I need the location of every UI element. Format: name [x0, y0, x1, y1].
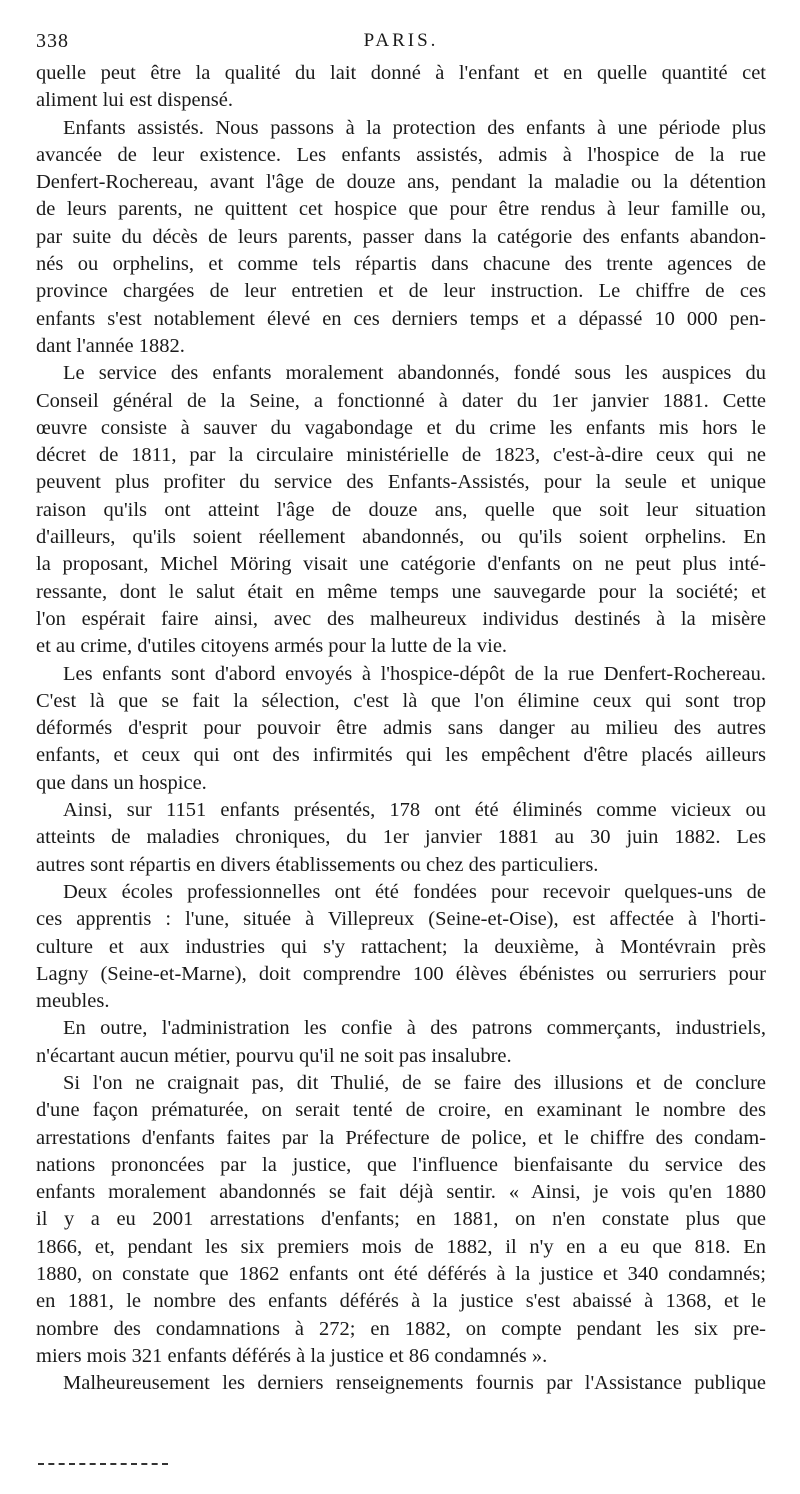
text-line: avancée de leur existence. Les enfants assistés, admis à l'hospice de la rue: [36, 143, 766, 166]
text-line: Deux écoles professionnelles ont été fondées pour recevoir quelques-uns de: [63, 880, 766, 903]
page-header: [36, 30, 766, 56]
text-line: Si l'on ne craignait pas, dit Thulié, de se faire des illusions et de conclure: [63, 1071, 766, 1094]
text-line: enfants, et ceux qui ont des infirmités qui les empêchent d'être placés ailleurs: [36, 744, 766, 767]
text-line: meubles.: [36, 990, 110, 1013]
footer-rule: [38, 1463, 168, 1465]
text-line: atteints de maladies chroniques, du 1er janvier 1881 au 30 juin 1882. Les: [36, 826, 766, 849]
text-line: d'une façon prématurée, on serait tenté de croire, en examinant le nombre des: [36, 1099, 766, 1122]
text-line: nombre des condamnations à 272; en 1882, on compte pendant les six pre-: [36, 1317, 766, 1340]
text-line: de leurs parents, ne quittent cet hospice que pour être rendus à leur famille ou,: [36, 198, 766, 221]
text-line: enfants s'est notablement élevé en ces derniers temps et a dépassé 10 000 pen-: [36, 307, 766, 330]
text-line: culture et aux industries qui s'y rattachent; la deuxième, à Montévrain près: [36, 935, 766, 958]
text-line: nés ou orphelins, et comme tels répartis dans chacune des trente agences de: [36, 253, 766, 276]
running-title: PARIS.: [363, 30, 439, 51]
text-line: d'ailleurs, qu'ils soient réellement abandonnés, ou qu'ils soient orphelins. En: [36, 526, 766, 549]
text-line: déformés d'esprit pour pouvoir être admis sans danger au milieu des autres: [36, 717, 766, 740]
text-line: n'écartant aucun métier, pourvu qu'il ne soit pas insalubre.: [36, 1044, 512, 1067]
text-line: province chargées de leur entretien et de leur instruction. Le chiffre de ces: [36, 280, 766, 303]
text-line: décret de 1811, par la circulaire ministérielle de 1823, c'est-à-dire ceux qui ne: [36, 444, 766, 467]
text-line: miers mois 321 enfants déférés à la justice et 86 condamnés ».: [36, 1344, 548, 1367]
text-line: aliment lui est dispensé.: [36, 89, 233, 112]
text-line: En outre, l'administration les confie à des patrons commerçants, industriels,: [63, 1017, 766, 1040]
text-line: ces apprentis : l'une, située à Villepreux (Seine-et-Oise), est affectée à l'horti-: [36, 908, 766, 931]
text-line: Conseil général de la Seine, a fonctionné à dater du 1er janvier 1881. Cette: [36, 389, 766, 412]
text-line: dant l'année 1882.: [36, 334, 185, 357]
text-line: il y a eu 2001 arrestations d'enfants; en 1881, on n'en constate plus que: [36, 1208, 766, 1231]
text-line: quelle peut être la qualité du lait donné à l'enfant et en quelle quantité cet: [36, 62, 766, 84]
text-line: peuvent plus profiter du service des Enfants-Assistés, pour la seule et unique: [36, 471, 766, 494]
text-line: Les enfants sont d'abord envoyés à l'hospice-dépôt de la rue Denfert-Rochereau.: [63, 662, 766, 685]
text-line: Denfert-Rochereau, avant l'âge de douze ans, pendant la maladie ou la détention: [36, 171, 766, 194]
text-line: 1866, et, pendant les six premiers mois de 1882, il n'y en a eu que 818. En: [36, 1235, 766, 1258]
text-line: Ainsi, sur 1151 enfants présentés, 178 ont été éliminés comme vicieux ou: [63, 799, 766, 822]
text-line: par suite du décès de leurs parents, passer dans la catégorie des enfants abandon-: [36, 225, 766, 248]
text-line: l'on espérait faire ainsi, avec des malheureux individus destinés à la misère: [36, 607, 766, 630]
text-line: et au crime, d'utiles citoyens armés pour la lutte de la vie.: [36, 635, 508, 658]
text-line: Enfants assistés. Nous passons à la protection des enfants à une période plus: [63, 116, 766, 139]
text-line: Malheureusement les derniers renseignements fournis par l'Assistance publique: [63, 1372, 766, 1395]
text-line: ressante, dont le salut était en même temps une sauvegarde pour la société; et: [36, 580, 766, 603]
text-line: enfants moralement abandonnés se fait déjà sentir. « Ainsi, je vois qu'en 1880: [36, 1181, 766, 1204]
text-line: la proposant, Michel Möring visait une catégorie d'enfants on ne peut plus inté-: [36, 553, 766, 576]
text-line: C'est là que se fait la sélection, c'est là que l'on élimine ceux qui sont trop: [36, 689, 766, 712]
text-line: Lagny (Seine-et-Marne), doit comprendre 100 élèves ébénistes ou serruriers pour: [36, 962, 766, 985]
body-text: [36, 60, 766, 1398]
text-line: que dans un hospice.: [36, 771, 207, 794]
text-line: nations prononcées par la justice, que l'influence bienfaisante du service des: [36, 1153, 766, 1176]
text-line: Le service des enfants moralement abandonnés, fondé sous les auspices du: [63, 362, 766, 385]
text-line: en 1881, le nombre des enfants déférés à la justice s'est abaissé à 1368, et le: [36, 1290, 766, 1313]
text-line: arrestations d'enfants faites par la Préfecture de police, et le chiffre des condam-: [36, 1126, 766, 1149]
text-line: autres sont répartis en divers établissements ou chez des particuliers.: [36, 853, 599, 876]
page-number: 338: [36, 30, 69, 52]
text-line: 1880, on constate que 1862 enfants ont été déférés à la justice et 340 condamnés;: [36, 1263, 766, 1286]
text-line: raison qu'ils ont atteint l'âge de douze ans, quelle que soit leur situation: [36, 498, 766, 521]
text-line: œuvre consiste à sauver du vagabondage et du crime les enfants mis hors le: [36, 416, 766, 439]
